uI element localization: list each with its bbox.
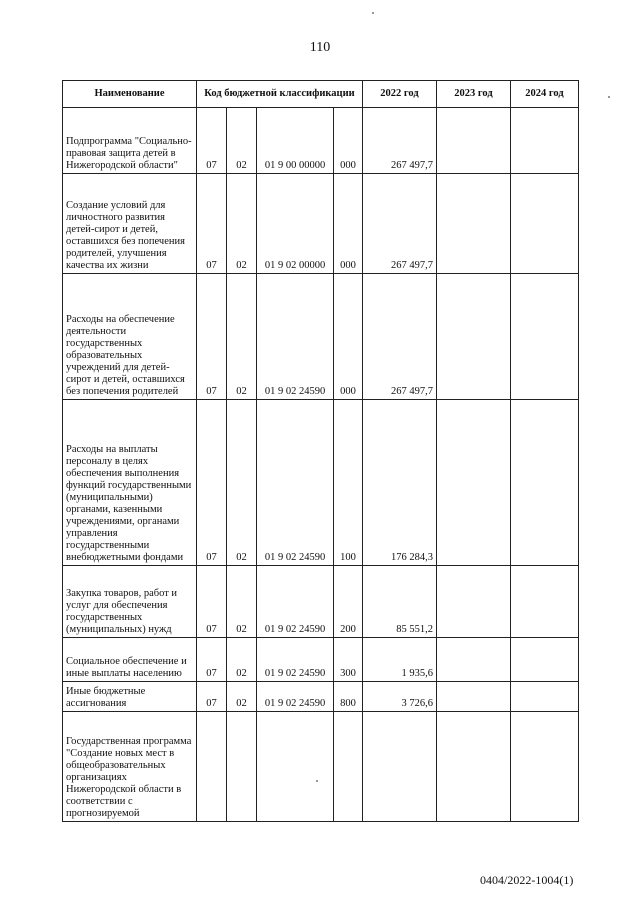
row-vr: 300 — [334, 638, 363, 682]
header-code: Код бюджетной классификации — [197, 81, 363, 108]
row-rz: 07 — [197, 638, 227, 682]
row-vr: 000 — [334, 274, 363, 400]
header-2024: 2024 год — [511, 81, 579, 108]
row-vr — [334, 712, 363, 822]
row-2023 — [437, 174, 511, 274]
row-rz: 07 — [197, 682, 227, 712]
row-csr: 01 9 02 24590 — [257, 638, 334, 682]
row-2023 — [437, 400, 511, 566]
row-2024 — [511, 108, 579, 174]
row-2023 — [437, 274, 511, 400]
row-2022: 85 551,2 — [363, 566, 437, 638]
row-rz — [197, 712, 227, 822]
table-row — [63, 682, 579, 712]
row-rz: 07 — [197, 174, 227, 274]
row-vr: 800 — [334, 682, 363, 712]
row-2022 — [363, 712, 437, 822]
row-2024 — [511, 174, 579, 274]
row-2023 — [437, 638, 511, 682]
row-2022: 3 726,6 — [363, 682, 437, 712]
row-2024 — [511, 638, 579, 682]
row-2022: 1 935,6 — [363, 638, 437, 682]
row-name: Закупка товаров, работ и услуг для обеспечения государственных (муниципальных) нужд — [63, 566, 197, 638]
row-pr: 02 — [227, 566, 257, 638]
row-csr: 01 9 02 24590 — [257, 274, 334, 400]
row-csr: 01 9 02 24590 — [257, 682, 334, 712]
row-2023 — [437, 712, 511, 822]
row-2023 — [437, 682, 511, 712]
row-2024 — [511, 566, 579, 638]
header-name: Наименование — [63, 81, 197, 108]
table-row — [63, 566, 579, 638]
row-2024 — [511, 712, 579, 822]
row-csr: 01 9 00 00000 — [257, 108, 334, 174]
table-row — [63, 638, 579, 682]
row-name: Создание условий для личностного развития детей-сирот и детей, оставшихся без попечения родителей, улучшения качества их жизни — [63, 174, 197, 274]
row-rz: 07 — [197, 274, 227, 400]
row-rz: 07 — [197, 108, 227, 174]
scan-speck — [608, 96, 610, 98]
row-name: Социальное обеспечение и иные выплаты населению — [63, 638, 197, 682]
row-rz: 07 — [197, 566, 227, 638]
row-pr: 02 — [227, 400, 257, 566]
page-number: 110 — [309, 40, 331, 55]
row-name: Расходы на выплаты персоналу в целях обеспечения выполнения функций государственными (муниципальными) органами, казенными учреждениями, органами управления государственными внебюджетными фондами — [63, 400, 197, 566]
header-2022: 2022 год — [363, 81, 437, 108]
row-vr: 200 — [334, 566, 363, 638]
row-csr: 01 9 02 24590 — [257, 400, 334, 566]
row-pr — [227, 712, 257, 822]
row-pr: 02 — [227, 682, 257, 712]
budget-table — [62, 80, 579, 822]
row-2023 — [437, 566, 511, 638]
row-name: Государственная программа "Создание новых мест в общеобразовательных организациях Нижегородской области в соответствии с прогнозируемой — [63, 712, 197, 822]
table-row — [63, 174, 579, 274]
scan-speck — [316, 780, 318, 782]
row-name: Расходы на обеспечение деятельности государственных образовательных учреждений для детей-сирот и детей, оставшихся без попечения родителей — [63, 274, 197, 400]
row-2022: 267 497,7 — [363, 174, 437, 274]
row-csr: 01 9 02 24590 — [257, 566, 334, 638]
row-csr — [257, 712, 334, 822]
row-2023 — [437, 108, 511, 174]
row-2024 — [511, 400, 579, 566]
row-2024 — [511, 274, 579, 400]
row-rz: 07 — [197, 400, 227, 566]
row-2022: 267 497,7 — [363, 108, 437, 174]
table-row — [63, 712, 579, 822]
row-2022: 176 284,3 — [363, 400, 437, 566]
row-pr: 02 — [227, 638, 257, 682]
row-name: Иные бюджетные ассигнования — [63, 682, 197, 712]
row-vr: 000 — [334, 108, 363, 174]
row-pr: 02 — [227, 274, 257, 400]
table-header-row — [63, 81, 579, 108]
row-name: Подпрограмма "Социально-правовая защита детей в Нижегородской области" — [63, 108, 197, 174]
table-row — [63, 274, 579, 400]
row-2022: 267 497,7 — [363, 274, 437, 400]
table-row — [63, 108, 579, 174]
row-vr: 000 — [334, 174, 363, 274]
header-2023: 2023 год — [437, 81, 511, 108]
row-csr: 01 9 02 00000 — [257, 174, 334, 274]
document-code: 0404/2022-1004(1) — [480, 873, 574, 887]
row-pr: 02 — [227, 174, 257, 274]
row-pr: 02 — [227, 108, 257, 174]
scan-speck — [372, 12, 374, 14]
row-vr: 100 — [334, 400, 363, 566]
table-row — [63, 400, 579, 566]
row-2024 — [511, 682, 579, 712]
